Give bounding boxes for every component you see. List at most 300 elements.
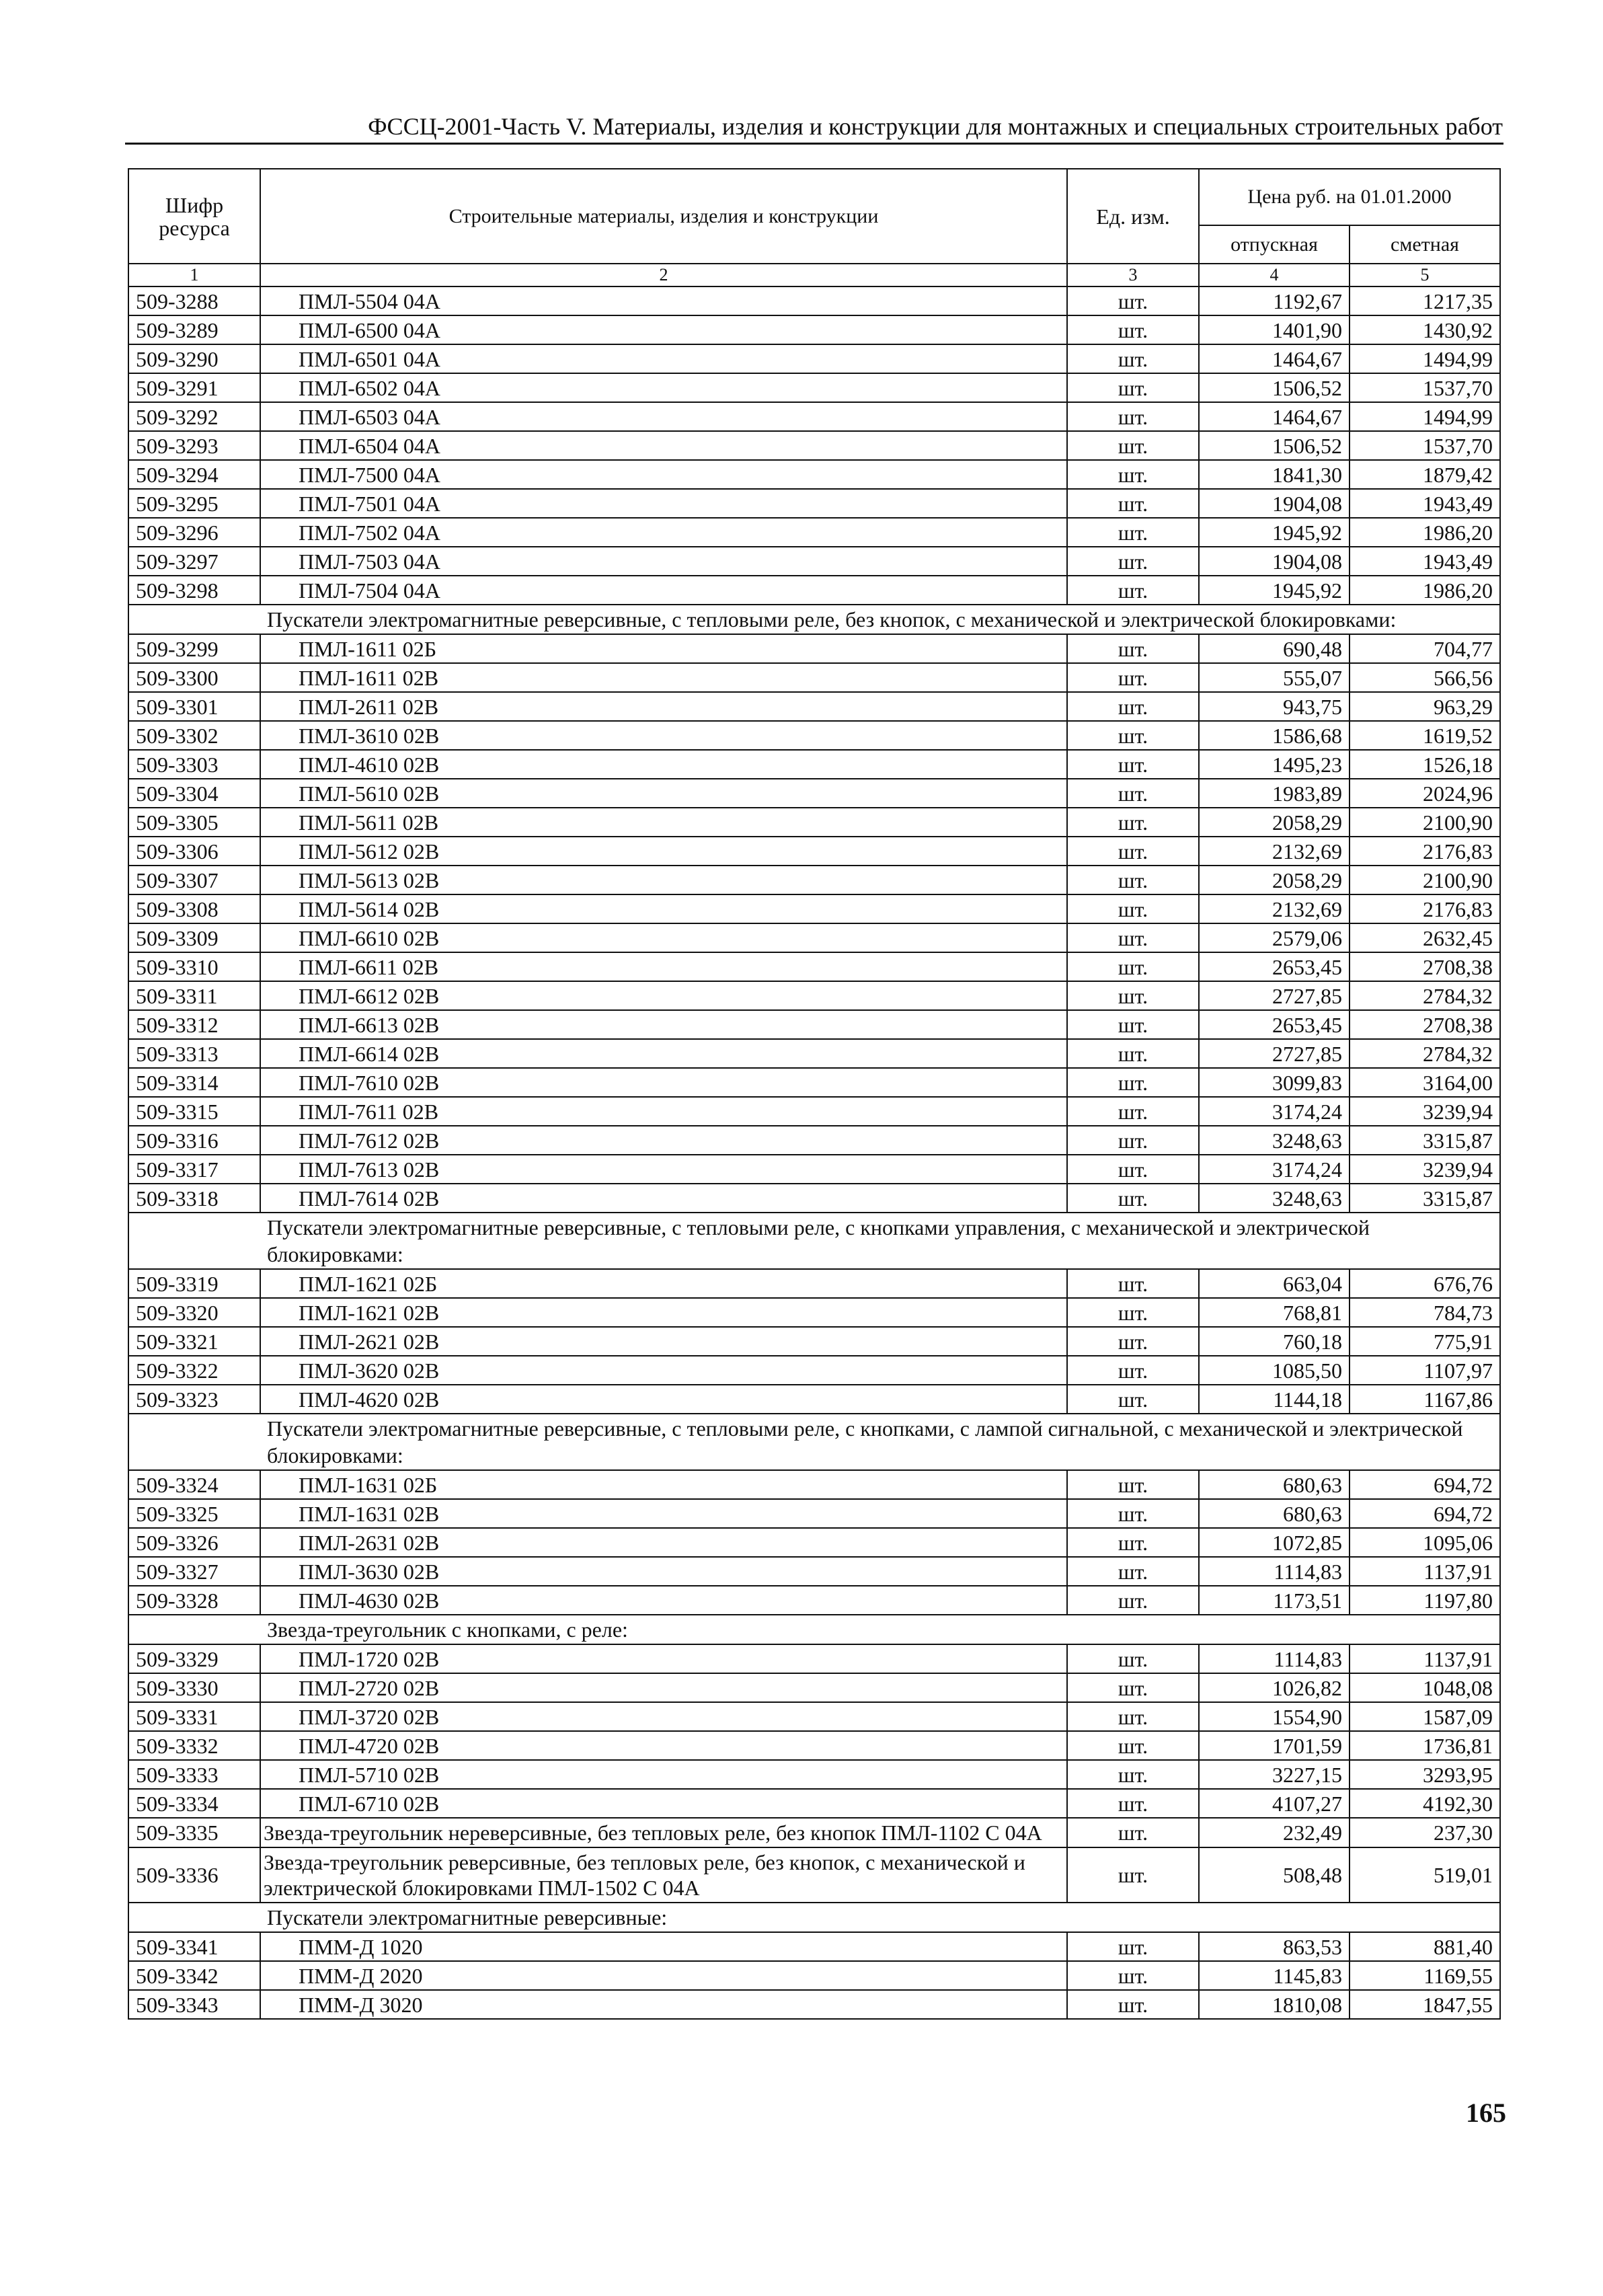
resource-code-cell: 509-3333 <box>128 1760 260 1789</box>
resource-code-cell: 509-3315 <box>128 1097 260 1126</box>
column-number: 5 <box>1350 264 1500 286</box>
material-name-cell: ПМЛ-6501 04А <box>260 344 1067 373</box>
section-heading-row <box>128 605 1500 634</box>
release-price-cell: 1586,68 <box>1199 721 1350 750</box>
release-price-cell: 4107,27 <box>1199 1789 1350 1818</box>
material-name-cell: ПМЛ-1631 02Б <box>260 1470 1067 1499</box>
section-heading: Пускатели электромагнитные реверсивные, с тепловыми реле, с кнопками, с лампой сигнальной, с механической и электрической блокировками: <box>260 1414 1500 1470</box>
unit-cell: шт. <box>1067 721 1199 750</box>
release-price-cell: 943,75 <box>1199 692 1350 721</box>
header-code: Шифр ресурса <box>128 169 260 264</box>
release-price-cell: 555,07 <box>1199 663 1350 692</box>
resource-code-cell: 509-3322 <box>128 1356 260 1385</box>
release-price-cell: 2132,69 <box>1199 837 1350 866</box>
release-price-cell: 1554,90 <box>1199 1702 1350 1731</box>
resource-code-cell: 509-3326 <box>128 1528 260 1557</box>
material-name-cell: ПМЛ-3620 02В <box>260 1356 1067 1385</box>
table-row <box>128 634 1500 663</box>
release-price-cell: 508,48 <box>1199 1847 1350 1903</box>
estimate-price-cell: 1095,06 <box>1350 1528 1500 1557</box>
unit-cell: шт. <box>1067 431 1199 460</box>
release-price-cell: 1464,67 <box>1199 402 1350 431</box>
material-name-cell: ПМЛ-4610 02В <box>260 750 1067 779</box>
unit-cell: шт. <box>1067 1528 1199 1557</box>
section-heading-row <box>128 1213 1500 1269</box>
release-price-cell: 3174,24 <box>1199 1155 1350 1184</box>
estimate-price-cell: 1879,42 <box>1350 460 1500 489</box>
release-price-cell: 690,48 <box>1199 634 1350 663</box>
material-name-cell: ПМЛ-6614 02В <box>260 1039 1067 1068</box>
table-row <box>128 981 1500 1010</box>
release-price-cell: 3227,15 <box>1199 1760 1350 1789</box>
resource-code-cell: 509-3303 <box>128 750 260 779</box>
unit-cell: шт. <box>1067 1673 1199 1702</box>
table-row <box>128 1155 1500 1184</box>
table-row <box>128 1961 1500 1990</box>
table-row <box>128 837 1500 866</box>
material-name-cell: Звезда-треугольник нереверсивные, без тепловых реле, без кнопок ПМЛ-1102 С 04А <box>260 1818 1067 1847</box>
release-price-cell: 863,53 <box>1199 1932 1350 1961</box>
unit-cell: шт. <box>1067 1184 1199 1213</box>
price-table <box>128 168 1501 2020</box>
release-price-cell: 2058,29 <box>1199 866 1350 894</box>
unit-cell: шт. <box>1067 286 1199 315</box>
resource-code-cell: 509-3342 <box>128 1961 260 1990</box>
material-name-cell: ПМЛ-6612 02В <box>260 981 1067 1010</box>
material-name-cell: ПМЛ-3720 02В <box>260 1702 1067 1731</box>
table-row <box>128 1586 1500 1615</box>
material-name-cell: ПМЛ-7610 02В <box>260 1068 1067 1097</box>
unit-cell: шт. <box>1067 1499 1199 1528</box>
material-name-cell: ПМЛ-5504 04А <box>260 286 1067 315</box>
resource-code-cell: 509-3316 <box>128 1126 260 1155</box>
header-divider <box>125 143 1503 145</box>
resource-code-cell: 509-3294 <box>128 460 260 489</box>
resource-code-cell: 509-3323 <box>128 1385 260 1414</box>
unit-cell: шт. <box>1067 1385 1199 1414</box>
resource-code-cell: 509-3296 <box>128 518 260 547</box>
material-name-cell: ПМЛ-7611 02В <box>260 1097 1067 1126</box>
estimate-price-cell: 3239,94 <box>1350 1097 1500 1126</box>
section-heading: Пускатели электромагнитные реверсивные, с тепловыми реле, без кнопок, с механической и электрической блокировками: <box>260 605 1500 634</box>
unit-cell: шт. <box>1067 779 1199 808</box>
unit-cell: шт. <box>1067 1039 1199 1068</box>
release-price-cell: 2058,29 <box>1199 808 1350 837</box>
table-row <box>128 1760 1500 1789</box>
estimate-price-cell: 1986,20 <box>1350 576 1500 605</box>
material-name-cell: ПМЛ-7504 04А <box>260 576 1067 605</box>
unit-cell: шт. <box>1067 981 1199 1010</box>
material-name-cell: ПМЛ-7613 02В <box>260 1155 1067 1184</box>
estimate-price-cell: 2784,32 <box>1350 981 1500 1010</box>
estimate-price-cell: 775,91 <box>1350 1327 1500 1356</box>
resource-code-cell: 509-3319 <box>128 1269 260 1298</box>
resource-code-cell: 509-3321 <box>128 1327 260 1356</box>
estimate-price-cell: 2708,38 <box>1350 1010 1500 1039</box>
section-spacer <box>128 605 260 634</box>
resource-code-cell: 509-3289 <box>128 315 260 344</box>
resource-code-cell: 509-3331 <box>128 1702 260 1731</box>
unit-cell: шт. <box>1067 1010 1199 1039</box>
table-header <box>128 169 1500 286</box>
release-price-cell: 2132,69 <box>1199 894 1350 923</box>
column-number: 1 <box>128 264 260 286</box>
unit-cell: шт. <box>1067 1789 1199 1818</box>
release-price-cell: 760,18 <box>1199 1327 1350 1356</box>
table-row <box>128 315 1500 344</box>
release-price-cell: 3248,63 <box>1199 1184 1350 1213</box>
estimate-price-cell: 881,40 <box>1350 1932 1500 1961</box>
section-heading-row <box>128 1414 1500 1470</box>
material-name-cell: ПММ-Д 2020 <box>260 1961 1067 1990</box>
resource-code-cell: 509-3292 <box>128 402 260 431</box>
material-name-cell: ПМЛ-5710 02В <box>260 1760 1067 1789</box>
table-row <box>128 431 1500 460</box>
unit-cell: шт. <box>1067 315 1199 344</box>
resource-code-cell: 509-3325 <box>128 1499 260 1528</box>
section-heading-row <box>128 1615 1500 1644</box>
table-row <box>128 1673 1500 1702</box>
unit-cell: шт. <box>1067 1586 1199 1615</box>
resource-code-cell: 509-3312 <box>128 1010 260 1039</box>
resource-code-cell: 509-3311 <box>128 981 260 1010</box>
unit-cell: шт. <box>1067 1760 1199 1789</box>
release-price-cell: 1026,82 <box>1199 1673 1350 1702</box>
table-row <box>128 923 1500 952</box>
resource-code-cell: 509-3297 <box>128 547 260 576</box>
resource-code-cell: 509-3313 <box>128 1039 260 1068</box>
table-row <box>128 460 1500 489</box>
release-price-cell: 1841,30 <box>1199 460 1350 489</box>
resource-code-cell: 509-3329 <box>128 1644 260 1673</box>
material-name-cell: ПМЛ-6611 02В <box>260 952 1067 981</box>
material-name-cell: ПМЛ-7614 02В <box>260 1184 1067 1213</box>
material-name-cell: ПМЛ-4620 02В <box>260 1385 1067 1414</box>
table-row <box>128 1039 1500 1068</box>
table-row <box>128 344 1500 373</box>
table-row <box>128 1470 1500 1499</box>
resource-code-cell: 509-3299 <box>128 634 260 663</box>
release-price-cell: 1114,83 <box>1199 1644 1350 1673</box>
table-row <box>128 952 1500 981</box>
section-heading-row <box>128 1903 1500 1932</box>
release-price-cell: 1904,08 <box>1199 547 1350 576</box>
unit-cell: шт. <box>1067 1126 1199 1155</box>
material-name-cell: ПМЛ-7503 04А <box>260 547 1067 576</box>
release-price-cell: 3099,83 <box>1199 1068 1350 1097</box>
unit-cell: шт. <box>1067 518 1199 547</box>
material-name-cell: ПМЛ-5611 02В <box>260 808 1067 837</box>
table-row <box>128 1499 1500 1528</box>
table-row <box>128 1126 1500 1155</box>
estimate-price-cell: 2784,32 <box>1350 1039 1500 1068</box>
resource-code-cell: 509-3300 <box>128 663 260 692</box>
material-name-cell: ПМЛ-7501 04А <box>260 489 1067 518</box>
estimate-price-cell: 1169,55 <box>1350 1961 1500 1990</box>
table-row <box>128 1731 1500 1760</box>
estimate-price-cell: 2100,90 <box>1350 866 1500 894</box>
estimate-price-cell: 694,72 <box>1350 1470 1500 1499</box>
resource-code-cell: 509-3334 <box>128 1789 260 1818</box>
table-row <box>128 1184 1500 1213</box>
estimate-price-cell: 1736,81 <box>1350 1731 1500 1760</box>
column-number: 4 <box>1199 264 1350 286</box>
estimate-price-cell: 1197,80 <box>1350 1586 1500 1615</box>
table-row <box>128 1702 1500 1731</box>
material-name-cell: ПМЛ-1631 02В <box>260 1499 1067 1528</box>
resource-code-cell: 509-3332 <box>128 1731 260 1760</box>
release-price-cell: 1810,08 <box>1199 1990 1350 2019</box>
material-name-cell: ПМЛ-5613 02В <box>260 866 1067 894</box>
resource-code-cell: 509-3341 <box>128 1932 260 1961</box>
table-row <box>128 518 1500 547</box>
release-price-cell: 663,04 <box>1199 1269 1350 1298</box>
estimate-price-cell: 3164,00 <box>1350 1068 1500 1097</box>
release-price-cell: 1983,89 <box>1199 779 1350 808</box>
estimate-price-cell: 1526,18 <box>1350 750 1500 779</box>
estimate-price-cell: 237,30 <box>1350 1818 1500 1847</box>
header-estimate-price: сметная <box>1350 225 1500 264</box>
release-price-cell: 1144,18 <box>1199 1385 1350 1414</box>
unit-cell: шт. <box>1067 1847 1199 1903</box>
estimate-price-cell: 1217,35 <box>1350 286 1500 315</box>
unit-cell: шт. <box>1067 808 1199 837</box>
release-price-cell: 2727,85 <box>1199 1039 1350 1068</box>
table-row <box>128 721 1500 750</box>
material-name-cell: ПМЛ-2611 02В <box>260 692 1067 721</box>
resource-code-cell: 509-3328 <box>128 1586 260 1615</box>
unit-cell: шт. <box>1067 837 1199 866</box>
resource-code-cell: 509-3306 <box>128 837 260 866</box>
estimate-price-cell: 704,77 <box>1350 634 1500 663</box>
estimate-price-cell: 694,72 <box>1350 1499 1500 1528</box>
release-price-cell: 1506,52 <box>1199 373 1350 402</box>
unit-cell: шт. <box>1067 692 1199 721</box>
release-price-cell: 1701,59 <box>1199 1731 1350 1760</box>
release-price-cell: 1192,67 <box>1199 286 1350 315</box>
estimate-price-cell: 2024,96 <box>1350 779 1500 808</box>
release-price-cell: 1495,23 <box>1199 750 1350 779</box>
header-name: Строительные материалы, изделия и конструкции <box>260 169 1067 264</box>
header-release-price: отпускная <box>1199 225 1350 264</box>
unit-cell: шт. <box>1067 663 1199 692</box>
resource-code-cell: 509-3301 <box>128 692 260 721</box>
material-name-cell: ПММ-Д 1020 <box>260 1932 1067 1961</box>
unit-cell: шт. <box>1067 1356 1199 1385</box>
section-heading: Пускатели электромагнитные реверсивные: <box>260 1903 1500 1932</box>
table-row <box>128 1010 1500 1039</box>
section-spacer <box>128 1414 260 1470</box>
resource-code-cell: 509-3295 <box>128 489 260 518</box>
unit-cell: шт. <box>1067 402 1199 431</box>
table-row <box>128 1298 1500 1327</box>
material-name-cell: ПМЛ-3610 02В <box>260 721 1067 750</box>
resource-code-cell: 509-3291 <box>128 373 260 402</box>
page-header-title: ФССЦ-2001-Часть V. Материалы, изделия и конструкции для монтажных и специальных строительных работ <box>368 113 1503 140</box>
material-name-cell: ПМЛ-7502 04А <box>260 518 1067 547</box>
material-name-cell: ПМЛ-4630 02В <box>260 1586 1067 1615</box>
resource-code-cell: 509-3327 <box>128 1557 260 1586</box>
unit-cell: шт. <box>1067 460 1199 489</box>
release-price-cell: 768,81 <box>1199 1298 1350 1327</box>
material-name-cell: ПМЛ-6710 02В <box>260 1789 1067 1818</box>
resource-code-cell: 509-3304 <box>128 779 260 808</box>
unit-cell: шт. <box>1067 1818 1199 1847</box>
resource-code-cell: 509-3343 <box>128 1990 260 2019</box>
material-name-cell: ПММ-Д 3020 <box>260 1990 1067 2019</box>
material-name-cell: ПМЛ-1720 02В <box>260 1644 1067 1673</box>
estimate-price-cell: 3239,94 <box>1350 1155 1500 1184</box>
table-row <box>128 286 1500 315</box>
release-price-cell: 1401,90 <box>1199 315 1350 344</box>
resource-code-cell: 509-3298 <box>128 576 260 605</box>
column-numbers-row <box>128 264 1500 286</box>
material-name-cell: ПМЛ-2631 02В <box>260 1528 1067 1557</box>
material-name-cell: ПМЛ-3630 02В <box>260 1557 1067 1586</box>
section-spacer <box>128 1615 260 1644</box>
material-name-cell: ПМЛ-6610 02В <box>260 923 1067 952</box>
estimate-price-cell: 3293,95 <box>1350 1760 1500 1789</box>
estimate-price-cell: 1137,91 <box>1350 1557 1500 1586</box>
release-price-cell: 3174,24 <box>1199 1097 1350 1126</box>
unit-cell: шт. <box>1067 1269 1199 1298</box>
resource-code-cell: 509-3330 <box>128 1673 260 1702</box>
resource-code-cell: 509-3335 <box>128 1818 260 1847</box>
material-name-cell: ПМЛ-7500 04А <box>260 460 1067 489</box>
table-row <box>128 1990 1500 2019</box>
table-row <box>128 1327 1500 1356</box>
estimate-price-cell: 1943,49 <box>1350 547 1500 576</box>
estimate-price-cell: 963,29 <box>1350 692 1500 721</box>
estimate-price-cell: 784,73 <box>1350 1298 1500 1327</box>
table-row <box>128 808 1500 837</box>
material-name-cell: ПМЛ-5614 02В <box>260 894 1067 923</box>
estimate-price-cell: 2708,38 <box>1350 952 1500 981</box>
estimate-price-cell: 4192,30 <box>1350 1789 1500 1818</box>
unit-cell: шт. <box>1067 373 1199 402</box>
table-row <box>128 1068 1500 1097</box>
unit-cell: шт. <box>1067 866 1199 894</box>
resource-code-cell: 509-3305 <box>128 808 260 837</box>
estimate-price-cell: 2176,83 <box>1350 837 1500 866</box>
estimate-price-cell: 1847,55 <box>1350 1990 1500 2019</box>
resource-code-cell: 509-3336 <box>128 1847 260 1903</box>
unit-cell: шт. <box>1067 1327 1199 1356</box>
table-row <box>128 1269 1500 1298</box>
estimate-price-cell: 1048,08 <box>1350 1673 1500 1702</box>
release-price-cell: 3248,63 <box>1199 1126 1350 1155</box>
resource-code-cell: 509-3320 <box>128 1298 260 1327</box>
unit-cell: шт. <box>1067 576 1199 605</box>
release-price-cell: 2727,85 <box>1199 981 1350 1010</box>
unit-cell: шт. <box>1067 1557 1199 1586</box>
table-row <box>128 1557 1500 1586</box>
table-row <box>128 1528 1500 1557</box>
estimate-price-cell: 1494,99 <box>1350 344 1500 373</box>
material-name-cell: ПМЛ-1611 02В <box>260 663 1067 692</box>
estimate-price-cell: 1943,49 <box>1350 489 1500 518</box>
estimate-price-cell: 566,56 <box>1350 663 1500 692</box>
resource-code-cell: 509-3309 <box>128 923 260 952</box>
estimate-price-cell: 1167,86 <box>1350 1385 1500 1414</box>
material-name-cell: ПМЛ-6613 02В <box>260 1010 1067 1039</box>
material-name-cell: ПМЛ-6503 04А <box>260 402 1067 431</box>
resource-code-cell: 509-3318 <box>128 1184 260 1213</box>
table-row <box>128 1789 1500 1818</box>
estimate-price-cell: 519,01 <box>1350 1847 1500 1903</box>
section-heading: Звезда-треугольник с кнопками, с реле: <box>260 1615 1500 1644</box>
material-name-cell: ПМЛ-4720 02В <box>260 1731 1067 1760</box>
material-name-cell: ПМЛ-2621 02В <box>260 1327 1067 1356</box>
page-number: 165 <box>1466 2098 1506 2128</box>
unit-cell: шт. <box>1067 1155 1199 1184</box>
unit-cell: шт. <box>1067 1702 1199 1731</box>
section-spacer <box>128 1903 260 1932</box>
table-body <box>128 286 1500 2019</box>
release-price-cell: 1945,92 <box>1199 518 1350 547</box>
table-row <box>128 1356 1500 1385</box>
release-price-cell: 232,49 <box>1199 1818 1350 1847</box>
estimate-price-cell: 1430,92 <box>1350 315 1500 344</box>
material-name-cell: ПМЛ-6504 04А <box>260 431 1067 460</box>
release-price-cell: 1072,85 <box>1199 1528 1350 1557</box>
header-unit: Ед. изм. <box>1067 169 1199 264</box>
section-heading: Пускатели электромагнитные реверсивные, с тепловыми реле, с кнопками управления, с механической и электрической блокировками: <box>260 1213 1500 1269</box>
unit-cell: шт. <box>1067 894 1199 923</box>
unit-cell: шт. <box>1067 1097 1199 1126</box>
material-name-cell: ПМЛ-1621 02Б <box>260 1269 1067 1298</box>
resource-code-cell: 509-3302 <box>128 721 260 750</box>
table-row <box>128 1847 1500 1903</box>
table-row <box>128 576 1500 605</box>
estimate-price-cell: 1619,52 <box>1350 721 1500 750</box>
table-row <box>128 1932 1500 1961</box>
resource-code-cell: 509-3290 <box>128 344 260 373</box>
release-price-cell: 680,63 <box>1199 1499 1350 1528</box>
table-row <box>128 489 1500 518</box>
estimate-price-cell: 1494,99 <box>1350 402 1500 431</box>
table-row <box>128 402 1500 431</box>
resource-code-cell: 509-3317 <box>128 1155 260 1184</box>
release-price-cell: 1085,50 <box>1199 1356 1350 1385</box>
resource-code-cell: 509-3308 <box>128 894 260 923</box>
column-number: 2 <box>260 264 1067 286</box>
release-price-cell: 1904,08 <box>1199 489 1350 518</box>
estimate-price-cell: 1587,09 <box>1350 1702 1500 1731</box>
table-row <box>128 1097 1500 1126</box>
resource-code-cell: 509-3324 <box>128 1470 260 1499</box>
unit-cell: шт. <box>1067 1068 1199 1097</box>
release-price-cell: 2653,45 <box>1199 1010 1350 1039</box>
material-name-cell: Звезда-треугольник реверсивные, без тепловых реле, без кнопок, с механической и электрической блокировками ПМЛ-1502 С 04А <box>260 1847 1067 1903</box>
material-name-cell: ПМЛ-1621 02В <box>260 1298 1067 1327</box>
release-price-cell: 2653,45 <box>1199 952 1350 981</box>
release-price-cell: 1506,52 <box>1199 431 1350 460</box>
table-row <box>128 866 1500 894</box>
unit-cell: шт. <box>1067 1644 1199 1673</box>
table-row <box>128 373 1500 402</box>
estimate-price-cell: 1137,91 <box>1350 1644 1500 1673</box>
estimate-price-cell: 1107,97 <box>1350 1356 1500 1385</box>
unit-cell: шт. <box>1067 489 1199 518</box>
release-price-cell: 1173,51 <box>1199 1586 1350 1615</box>
header-price-group: Цена руб. на 01.01.2000 <box>1199 169 1500 225</box>
estimate-price-cell: 3315,87 <box>1350 1184 1500 1213</box>
estimate-price-cell: 2176,83 <box>1350 894 1500 923</box>
material-name-cell: ПМЛ-1611 02Б <box>260 634 1067 663</box>
material-name-cell: ПМЛ-5610 02В <box>260 779 1067 808</box>
estimate-price-cell: 676,76 <box>1350 1269 1500 1298</box>
